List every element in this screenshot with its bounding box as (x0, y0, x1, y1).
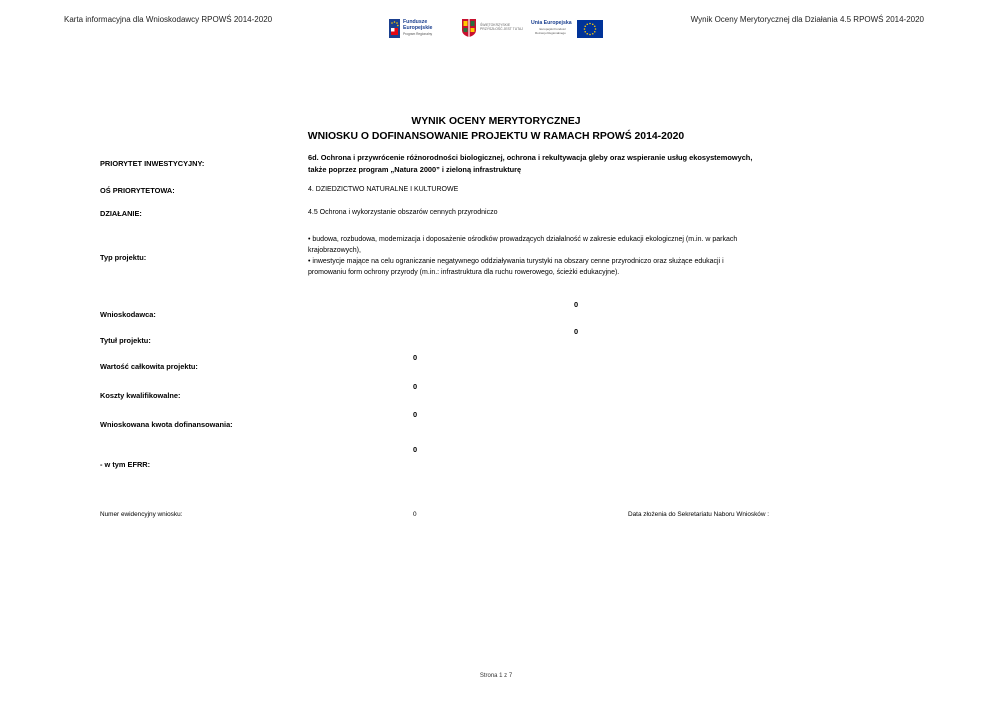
crest-icon (462, 19, 476, 37)
os-value: 4. DZIEDZICTWO NATURALNE I KULTUROWE (308, 186, 459, 193)
wnioskodawca-label: Wnioskodawca: (100, 310, 156, 319)
eu-flag-icon (577, 20, 603, 38)
numer-ewidencyjny-label: Numer ewidencyjny wniosku: (100, 511, 183, 518)
priorytet-value-line1: 6d. Ochrona i przywrócenie różnorodności biologicznej, ochrona i rekultywacja gleby oraz wspieranie usług ekosystemowych, (308, 153, 753, 162)
pk-line2: PRZYSZŁOŚĆ JEST TUTAJ (480, 27, 523, 32)
priorytet-value-line2: także poprzez program „Natura 2000” i zieloną infrastrukturę (308, 165, 522, 174)
os-label: OŚ PRIORYTETOWA: (100, 186, 175, 195)
logo-strip (389, 18, 605, 40)
fe-line1: Fundusze (403, 19, 428, 25)
header-left-text: Karta informacyjna dla Wnioskodawcy RPOWŚ 2014-2020 (64, 15, 273, 24)
header-right-text: Wynik Oceny Merytorycznej dla Działania 4.5 RPOWŚ 2014-2020 (690, 15, 924, 24)
typ-value-line2: krajobrazowych), (308, 247, 361, 254)
ue-sub1: Europejski Fundusz (539, 27, 566, 31)
kwota-label: Wnioskowana kwota dofinansowania: (100, 420, 233, 429)
numer-ewidencyjny-value: 0 (413, 511, 417, 518)
typ-value-line1: • budowa, rozbudowa, modernizacja i doposażenie ośrodków prowadzących działalność w zakresie edukacji ekologicznej (m.in. w parkach (308, 236, 738, 243)
koszty-value: 0 (413, 382, 418, 391)
document-title-line1: WYNIK OCENY MERYTORYCZNEJ (411, 116, 581, 127)
fe-sub: Program Regionalny (403, 32, 433, 36)
page-number: Strona 1 z 7 (479, 673, 513, 679)
unia-europejska-logo (531, 18, 605, 40)
priorytet-label: PRIORYTET INWESTYCYJNY: (100, 159, 205, 168)
efrr-label: - w tym EFRR: (100, 460, 151, 469)
kwota-value: 0 (413, 410, 418, 419)
pk-line1: ŚWIĘTOKRZYSKIE (480, 23, 511, 27)
tytul-value: 0 (574, 327, 579, 336)
tytul-label: Tytuł projektu: (100, 336, 151, 345)
typ-value-line3: • inwestycje mające na celu ograniczanie negatywnego oddziaływania turystyki na obszary cenne przyrodniczo oraz służące edukacji i (308, 258, 724, 265)
typ-value-line4: promowaniu form ochrony przyrody (m.in.: infrastruktura dla ruchu rowerowego, ścieżki edukacyjne). (308, 269, 620, 276)
fundusze-europejskie-icon (389, 19, 400, 38)
swietokrzyskie-logo (462, 18, 528, 40)
document-title-line2: WNIOSKU O DOFINANSOWANIE PROJEKTU W RAMACH RPOWŚ 2014-2020 (307, 131, 685, 142)
wnioskodawca-value: 0 (574, 300, 579, 309)
koszty-label: Koszty kwalifikowalne: (100, 391, 181, 400)
dzialanie-label: DZIAŁANIE: (100, 209, 142, 218)
efrr-value: 0 (413, 445, 418, 454)
wartosc-value: 0 (413, 353, 418, 362)
fe-line2: Europejskie (403, 25, 433, 31)
typ-projektu-label: Typ projektu: (100, 253, 147, 262)
fundusze-europejskie-logo (389, 18, 457, 40)
ue-line1: Unia Europejska (531, 20, 572, 26)
wartosc-label: Wartość całkowita projektu: (100, 362, 198, 371)
data-zlozenia-label: Data złożenia do Sekretariatu Naboru Wniosków : (628, 511, 770, 518)
ue-sub2: Rozwoju Regionalnego (535, 30, 566, 35)
dzialanie-value: 4.5 Ochrona i wykorzystanie obszarów cennych przyrodniczo (308, 209, 498, 216)
